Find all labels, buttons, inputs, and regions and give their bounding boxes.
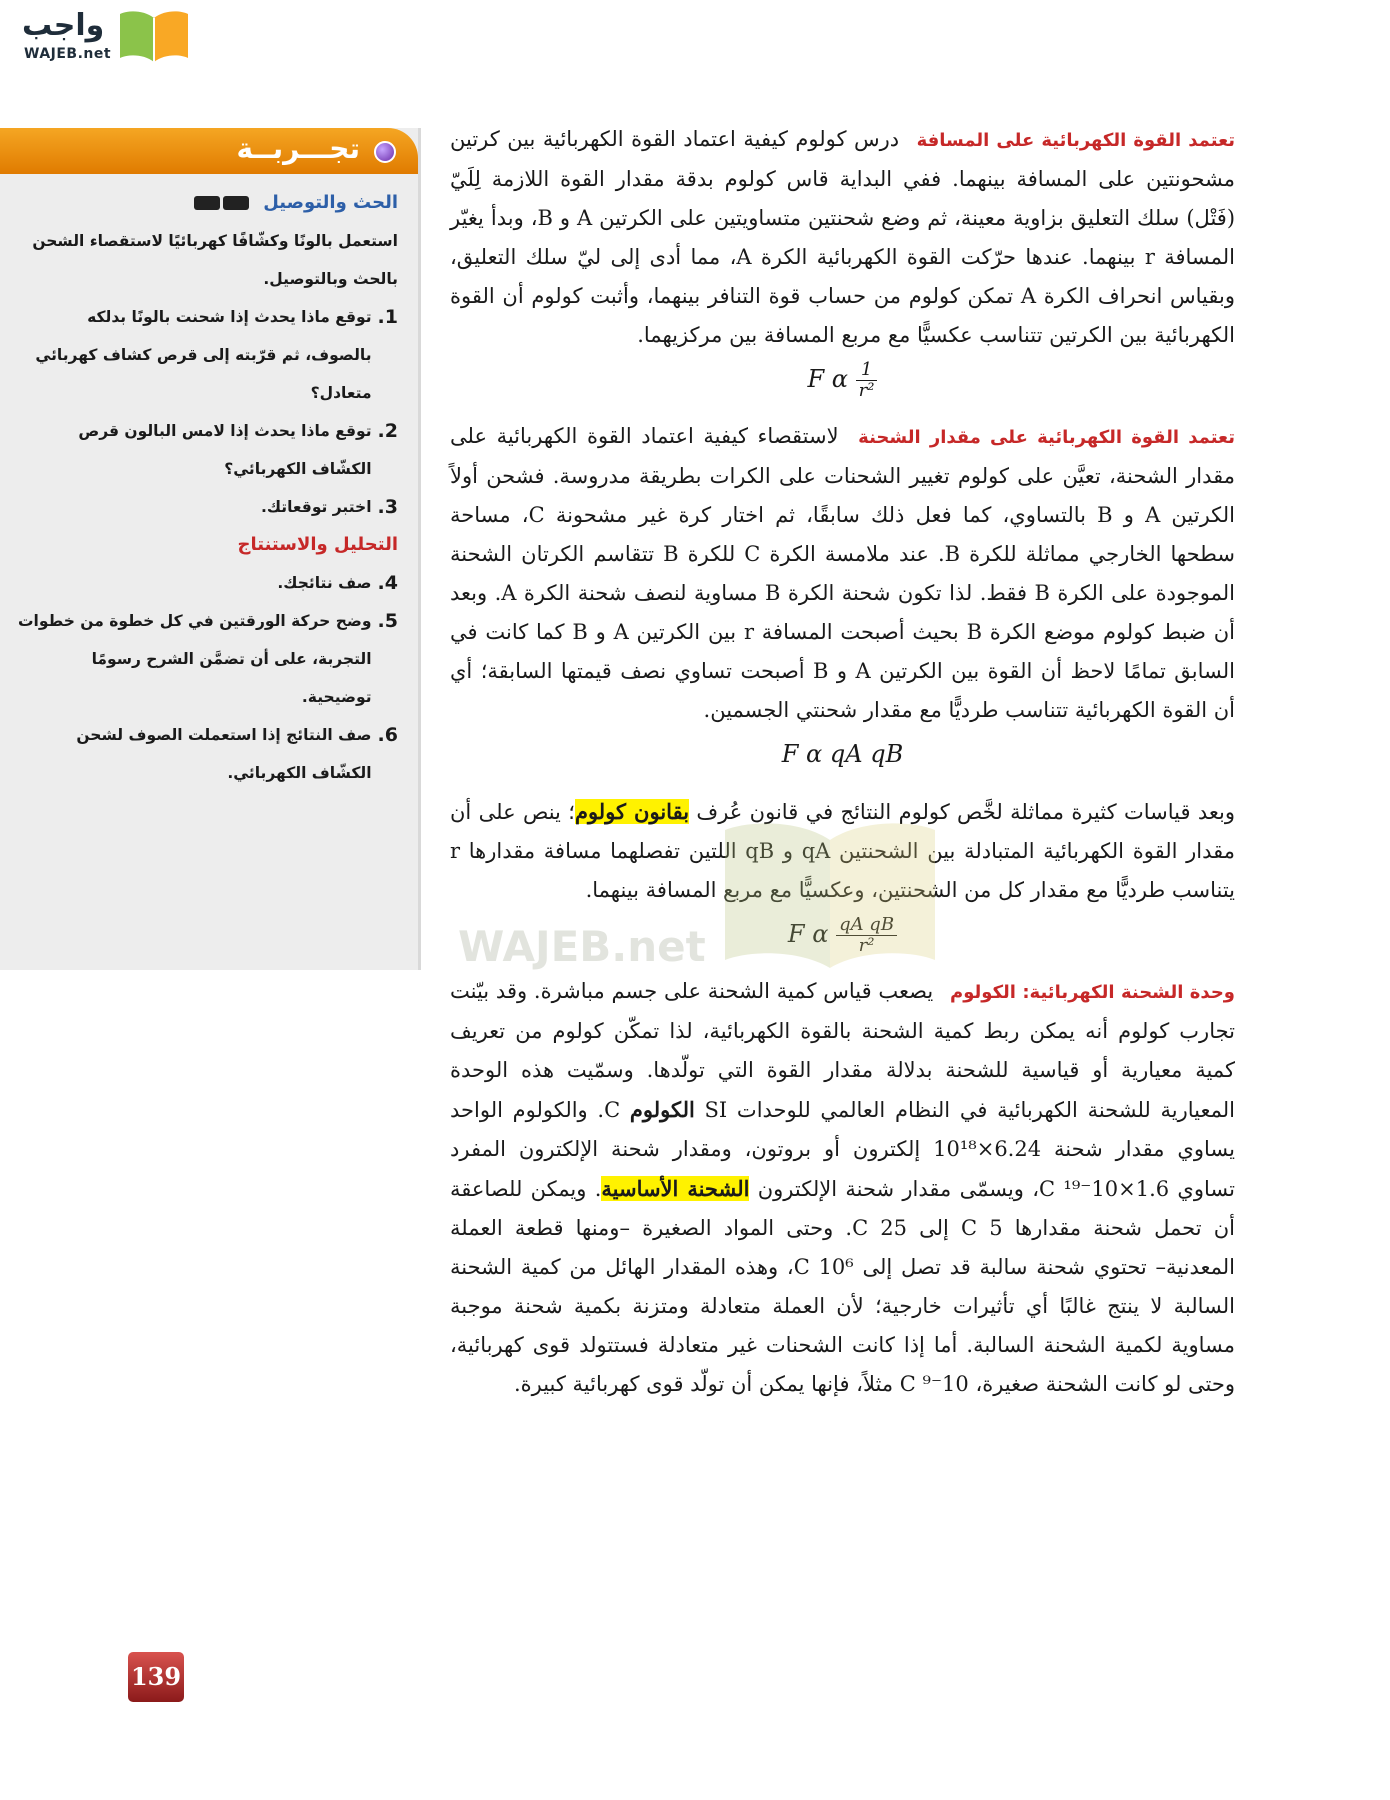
bold-coulomb: الكولوم: [629, 1097, 695, 1122]
highlight-elementary-charge: الشحنة الأساسية: [601, 1176, 750, 1201]
safety-icons: [191, 184, 249, 222]
list-item: 1. توقع ماذا يحدث إذا شحنت بالونًا بدلكه بالصوف، ثم قرّبته إلى قرص كشاف كهربائي متعادل؟: [35, 306, 398, 402]
formula-coulomb: F α $\frac{\text{qA qB}}{\text{r²}}$: [450, 910, 1235, 958]
heading-charge: تعتمد القوة الكهربائية على مقدار الشحنة: [858, 427, 1235, 448]
list-item: 4. صف نتائجك.: [277, 572, 398, 594]
watermark-text: WAJEB.net: [458, 922, 706, 971]
experiment-title: تجـــربــة: [236, 132, 360, 165]
list-item: 3. اختبر توقعاتك.: [260, 496, 398, 518]
list-item: 6. صف النتائج إذا استعملت الصوف لشحن الكشّاف الكهربائي.: [76, 724, 398, 782]
heading-unit: وحدة الشحنة الكهربائية: الكولوم: [950, 982, 1235, 1003]
analysis-heading: التحليل والاستنتاج: [237, 534, 398, 555]
paragraph-charge: تعتمد القوة الكهربائية على مقدار الشحنة لاستقصاء كيفية اعتماد القوة الكهربائية على مقدار الشحنة، تعيَّن على كولوم تغيير الشحنات على الكرات بطريقة مدروسة. فشحن أولاً الكرتين A و B بالتساوي، كما فعل ذلك سابقًا، ثم اختار كرة غير مشحونة C، مساحة سطحها الخارجي مماثلة للكرة B. عند ملامسة الكرة C للكرة B تتقاسم الكرتان الشحنة الموجودة على الكرة B فقط. لذا تكون شحنة الكرة B مساوية لنصف شحنة الكرة A. وبعد أن ضبط كولوم موضع الكرة B بحيث أصبحت المسافة r بين الكرتين A و B كما كانت في السابق تمامًا لاحظ أن القوة بين الكرتين A و B أصبحت تساوي نصف قيمتها السابقة؛ أي أن القوة الكهربائية تتناسب طرديًّا مع مقدار شحنتي الجسمين.: [450, 424, 1236, 722]
page-number: 139: [128, 1652, 184, 1702]
experiment-intro: استعمل بالونًا وكشّافًا كهربائيًا لاستقصاء الشحن بالحث وبالتوصيل.: [32, 232, 398, 288]
list-item: 5. وضح حركة الورقتين في كل خطوة من خطوات التجربة، على أن تضمَّن الشرح رسومًا توضيحية.: [17, 610, 398, 706]
highlight-coulomb-law: بقانون كولوم: [574, 799, 690, 824]
inquiry-heading: الحث والتوصيل: [18, 184, 398, 222]
main-content: [450, 120, 1235, 1404]
paragraph-coulomb-law: وبعد قياسات كثيرة مماثلة لخَّص كولوم النتائج في قانون عُرف بقانون كولوم؛ ينص على أن مقدار القوة الكهربائية المتبادلة بين الشحنتين qA و qB اللتين تفصلهما مسافة مقدارها r يتناسب طرديًّا مع مقدار كل من الشحنتين، وعكسيًّا مع مربع المسافة بينهما.: [450, 799, 1236, 902]
goggles-icon: [223, 196, 249, 210]
paragraph-distance: تعتمد القوة الكهربائية على المسافة درس كولوم كيفية اعتماد القوة الكهربائية بين كرتين مشحونتين على المسافة بينهما. ففي البداية قاس كولوم بدقة مقدار القوة اللازمة لِلَيّ (فَتْل) سلك التعليق بزاوية معينة، ثم وضع شحنتين متساويتين على الكرتين A و B، وبدأ يغيّر المسافة r بينهما. عندها حرّكت القوة الكهربائية الكرة A، مما أدى إلى ليّ سلك التعليق، وبقياس انحراف الكرة A تمكن كولوم من حساب قوة التنافر بينهما، وأثبت كولوم أن القوة الكهربائية بين الكرتين تتناسب عكسيًّا مع مربع المسافة بين مركزيهما.: [450, 127, 1236, 347]
open-book-icon: [118, 8, 190, 64]
logo-latin-text: WAJEB.net: [24, 46, 112, 62]
experiment-body: [18, 184, 398, 792]
fraction: $\frac{\text{qA qB}}{\text{r²}}$: [836, 915, 897, 956]
fraction: $\frac{1}{\text{r²}}$: [856, 360, 878, 401]
list-item: 2. توقع ماذا يحدث إذا لامس البالون قرص الكشّاف الكهربائي؟: [78, 420, 398, 478]
logo-arabic-text: واجب: [22, 8, 105, 43]
bullet-icon: [374, 141, 396, 163]
paragraph-coulomb-unit: وحدة الشحنة الكهربائية: الكولوم يصعب قياس كمية الشحنة على جسم مباشرة. وقد بيّنت تجارب كولوم أنه يمكن ربط كمية الشحنة بالقوة الكهربائية، لذا تمكّن كولوم من تعريف كمية معيارية أو قياسية للشحنة بدلالة مقدار القوة التي تولّدها. وسمّيت هذه الوحدة المعيارية للشحنة الكهربائية في النظام العالمي للوحدات SI الكولوم C. والكولوم الواحد يساوي مقدار شحنة 6.24×10¹⁸ إلكترون أو بروتون، ومقدار شحنة الإلكترون المفرد تساوي 1.6×10⁻¹⁹ C، ويسمّى مقدار شحنة الإلكترون الشحنة الأساسية. ويمكن للصاعقة أن تحمل شحنة مقدارها 5 C إلى 25 C. وحتى المواد الصغيرة –ومنها قطعة العملة المعدنية– تحتوي شحنة سالبة قد تصل إلى 10⁶ C، وهذه المقدار الهائل من كمية الشحنة السالبة لا ينتج غالبًا أي تأثيرات خارجية؛ لأن العملة متعادلة ومتزنة بكمية شحنة موجبة مساوية لكمية الشحنة السالبة. أما إذا كانت الشحنات غير متعادلة فستتولد قوى كهربائية، وحتى لو كانت الشحنة صغيرة، 10⁻⁹ C مثلاً، فإنها يمكن أن تولّد قوى كهربائية كبيرة.: [450, 979, 1235, 1396]
formula-inverse-square: F α $\frac{1}{\text{r²}}$: [450, 355, 1235, 403]
site-logo[interactable]: [10, 6, 190, 66]
experiment-sidebar: [0, 128, 421, 970]
experiment-tab: [0, 128, 418, 174]
hand-icon: [194, 196, 220, 210]
formula-charge-product: F α qA qB: [781, 740, 904, 768]
heading-distance: تعتمد القوة الكهربائية على المسافة: [916, 130, 1235, 151]
